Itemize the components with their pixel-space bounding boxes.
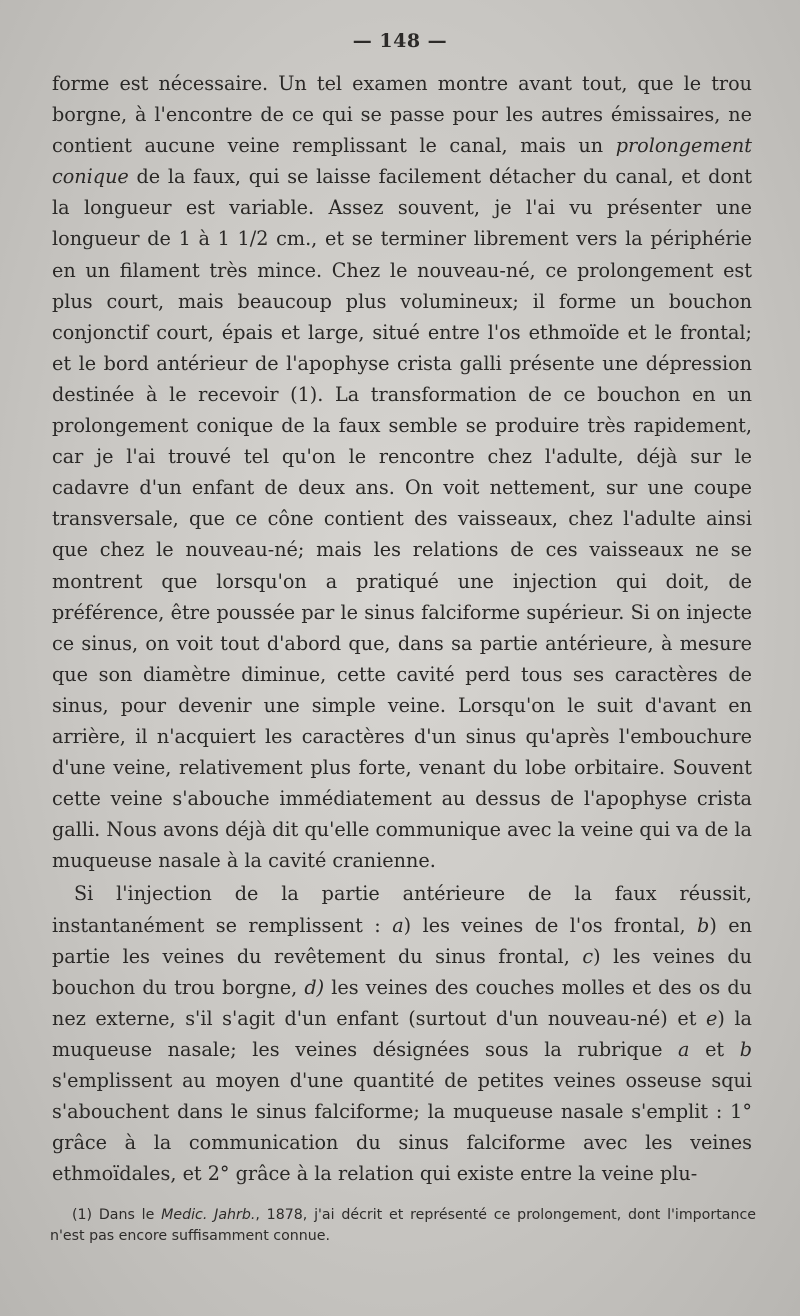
italic-text: a [678,1037,690,1061]
text-run: les veines des couches molles et des os du nez externe, s'il s'agit d'un enfant (surtout d'un nouveau-né) et [52,975,752,1030]
main-text [52,68,752,1189]
footnote-source: Medic. Jahrb. [161,1207,256,1223]
text-run: ) en partie les veines du revêtement du sinus frontal, [52,913,752,968]
footnote [50,1205,756,1247]
text-run: ) les veines du bouchon du trou borgne, [52,944,753,999]
footnote-text: , 1878, j'ai décrit et représenté ce prolongement, dont l'importance n'est pas encore suffisamment connue. [50,1207,756,1244]
footnote-marker: (1) Dans le [72,1207,162,1223]
text-run: forme est nécessaire. Un tel examen montre avant tout, que le trou borgne, à l'encontre de ce qui se passe pour les autres émissaires, ne contient aucune veine remplissant le canal, mais un [52,72,752,158]
italic-text: b [697,913,710,937]
text-run: et [689,1037,740,1061]
italic-text: prolongement conique [52,134,752,189]
italic-text: b [739,1037,752,1061]
italic-text: e [705,1006,718,1030]
page-number: — 148 — [352,30,448,52]
text-run: ) la muqueuse nasale; les veines désignées sous la rubrique [52,1006,752,1061]
text-run: de la faux, qui se laisse facilement détacher du canal, et dont la longueur est variable. Assez souvent, je l'ai vu présenter une longueur de 1 à 1 1/2 cm., et se terminer librement vers la périphérie en un filament très mince. Chez le nouveau-né, ce prolongement est plus court, mais beaucoup plus volumineux; il forme un bouchon conjonctif court, épais et large, situé entre l'os ethmoïde et le frontal; et le bord antérieur de l'apophyse crista galli présente une dépression destinée à le recevoir (1). La transformation de ce bouchon en un prolongement conique de la faux semble se produire très rapidement, car je l'ai trouvé tel qu'on le rencontre chez l'adulte, déjà sur le cadavre d'un enfant de deux ans. On voit nettement, sur une coupe transversale, que ce cône contient des vaisseaux, chez l'adulte ainsi que chez le nouveau-né; mais les relations de ces vaisseaux ne se montrent que lorsqu'on a pratiqué une injection qui doit, de préférence, être poussée par le sinus falciforme supérieur. Si on injecte ce sinus, on voit tout d'abord que, dans sa partie antérieure, à mesure que son diamètre diminue, cette cavité perd tous ses caractères de sinus, pour devenir une simple veine. Lorsqu'on le suit d'avant en arrière, il n'acquiert les caractères d'un sinus qu'après l'embouchure d'une veine, relativement plus forte, venant du lobe orbitaire. Souvent cette veine s'abouche immédiatement au dessus de l'apophyse crista galli. Nous avons déjà dit qu'elle communique avec la veine qui va de la muqueuse nasale à la cavité cranienne. [52,165,752,873]
text-run: s'emplissent au moyen d'une quantité de petites veines osseuse squi s'abouchent dans le sinus falciforme; la muqueuse nasale s'emplit : 1° grâce à la communication du sinus falciforme avec les veines ethmoïdales, et 2° grâce à la relation qui existe entre la veine plu- [52,1069,752,1186]
italic-text: d) [304,975,325,999]
paragraph [52,878,752,1189]
italic-text: c [582,944,594,968]
text-run: Si l'injection de la partie antérieure de la faux réussit, instantanément se remplissent : [52,882,752,937]
paragraph [52,68,752,876]
italic-text: a [392,913,404,937]
text-run: ) les veines de l'os frontal, [403,913,698,937]
